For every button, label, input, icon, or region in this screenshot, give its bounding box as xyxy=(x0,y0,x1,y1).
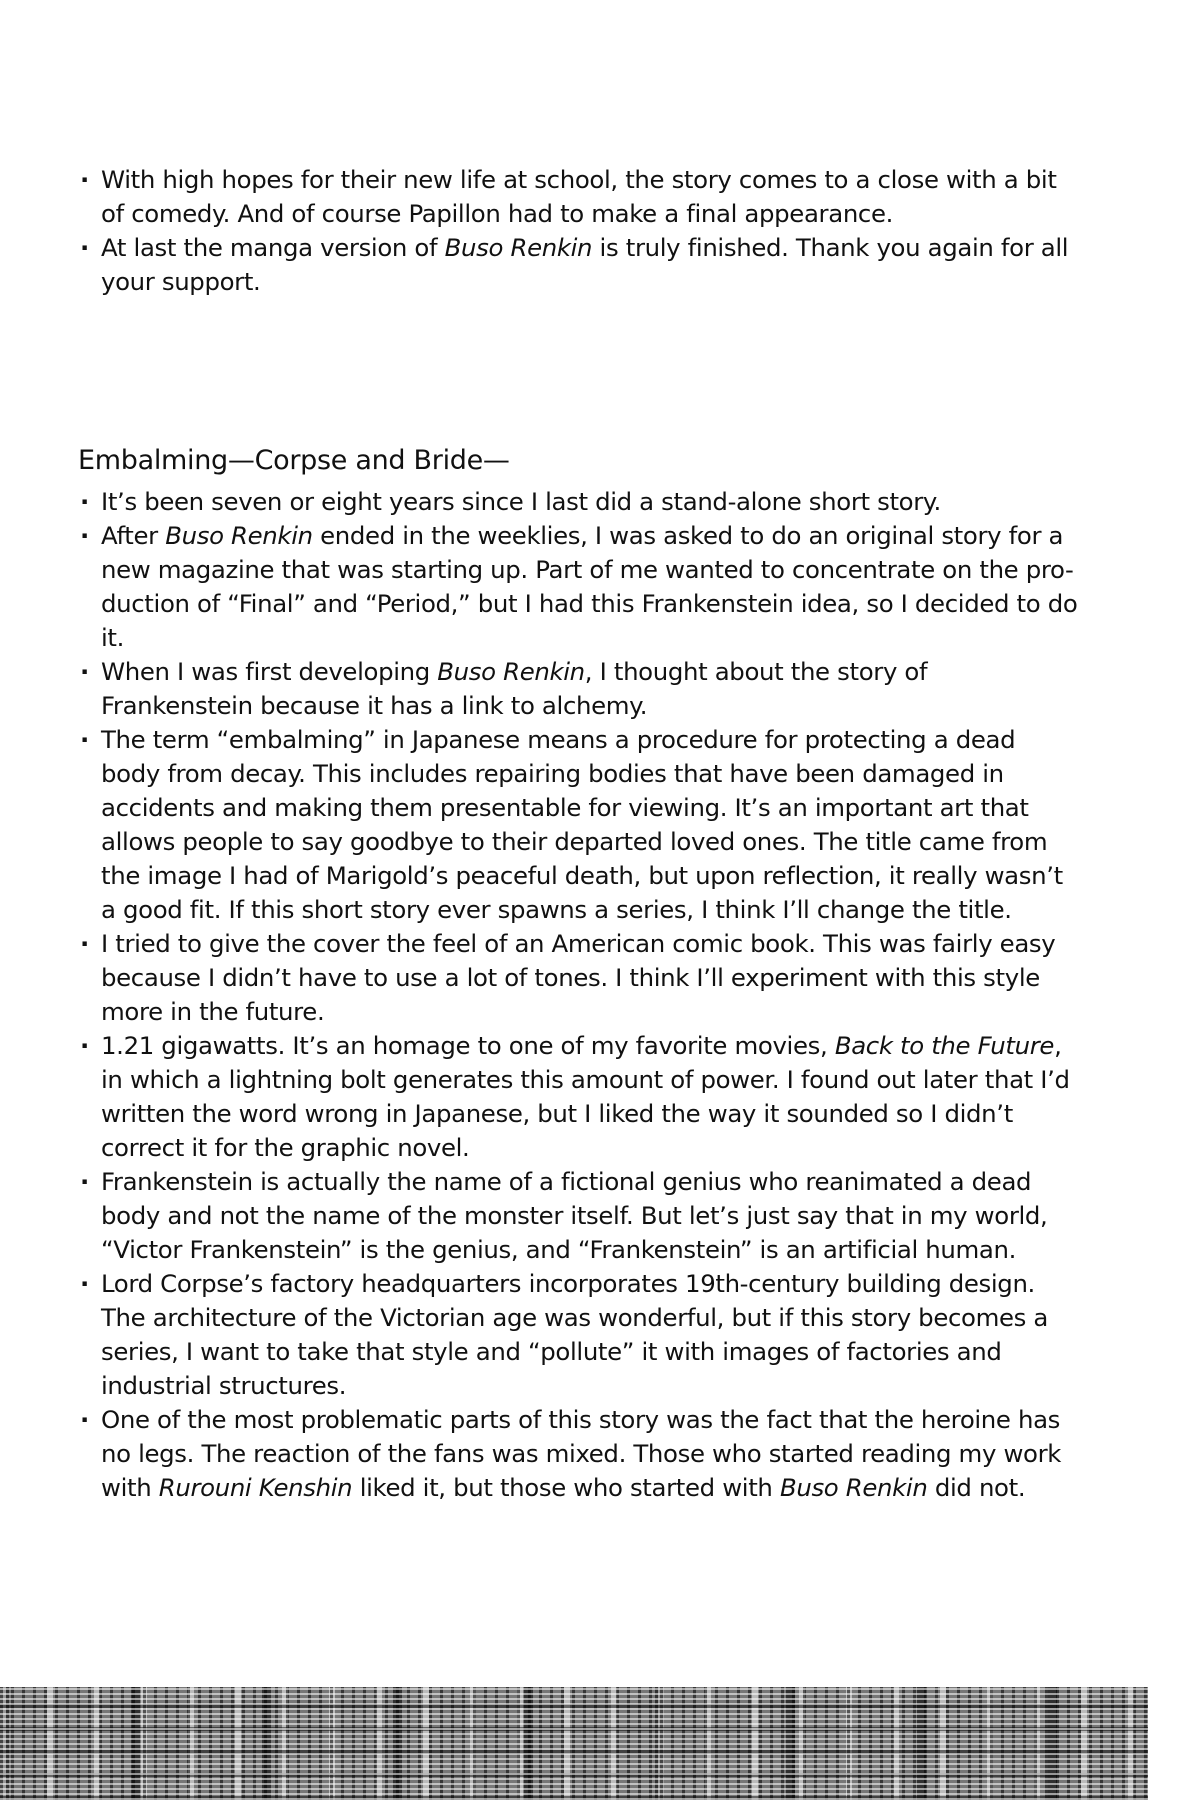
section1-bullet-list xyxy=(80,163,1080,299)
item-text-after: is truly finished. Thank you again for all your support. xyxy=(101,233,1069,296)
item-text-after: did not. xyxy=(927,1473,1026,1502)
bullet-mark: · xyxy=(80,1405,89,1434)
decorative-texture-band xyxy=(0,1687,1148,1800)
bullet-mark: · xyxy=(80,233,89,262)
item-text: The term “embalming” in Japanese means a procedure for protecting a dead body from decay. This includes repairing bodies that have been damaged in accidents and making them presentable for viewing. It’s an important art that allows people to say goodbye to their departed loved ones. The title came from the image I had of Marigold’s peaceful death, but upon reflection, it really wasn’t a good fit. If this short story ever spawns a series, I think I’ll change the title. xyxy=(101,725,1063,924)
item-text: Lord Corpse’s factory headquarters incorporates 19th-century building design. The architecture of the Victorian age was wonderful, but if this story becomes a series, I want to take that style and “pollute” it with images of factories and industrial structures. xyxy=(101,1269,1049,1400)
list-item xyxy=(80,1165,1080,1267)
section-heading: Embalming—Corpse and Bride— xyxy=(78,445,510,476)
item-text-italic: Rurouni Kenshin xyxy=(158,1473,353,1502)
item-text-after: ended in the weeklies, I was asked to do an original story for a new magazine that was starting up. Part of me wanted to concentrate on the pro-duction of “Final” and “Period,” but I had this Frankenstein idea, so I decided to do it. xyxy=(101,521,1078,652)
item-text-before: When I was first developing xyxy=(101,657,438,686)
item-text-after: liked it, but those who started with xyxy=(352,1473,780,1502)
item-text-before: 1.21 gigawatts. It’s an homage to one of my favorite movies, xyxy=(101,1031,835,1060)
list-item xyxy=(80,1403,1080,1505)
item-text-italic: Buso Renkin xyxy=(779,1473,928,1502)
list-item xyxy=(80,519,1080,655)
list-item xyxy=(80,485,1080,519)
item-text-before: One of the most problematic parts of this story was the fact that the heroine has no legs. The reaction of the fans was mixed. Those who started reading my work with xyxy=(101,1405,1062,1502)
list-item xyxy=(80,927,1080,1029)
item-text-italic: Buso Renkin xyxy=(437,657,585,686)
item-text-before: At last the manga version of xyxy=(101,233,445,262)
item-text: With high hopes for their new life at school, the story comes to a close with a bit of comedy. And of course Papillon had to make a final appearance. xyxy=(101,165,1057,228)
bullet-mark: · xyxy=(80,657,89,686)
list-item xyxy=(80,655,1080,723)
item-text-after: , in which a lightning bolt generates this amount of power. I found out later that I’d written the word wrong in Japanese, but I liked the way it sounded so I didn’t correct it for the graphic novel. xyxy=(101,1031,1070,1162)
item-text: It’s been seven or eight years since I last did a stand-alone short story. xyxy=(101,487,941,516)
bullet-mark: · xyxy=(80,1167,89,1196)
bullet-mark: · xyxy=(80,1269,89,1298)
bullet-mark: · xyxy=(80,929,89,958)
list-item xyxy=(80,723,1080,927)
item-text-before: After xyxy=(101,521,166,550)
bullet-mark: · xyxy=(80,521,89,550)
item-text-italic: Buso Renkin xyxy=(444,233,593,262)
item-text-after: , I thought about the story of Frankenstein because it has a link to alchemy. xyxy=(101,657,928,720)
list-item xyxy=(80,1267,1080,1403)
bullet-mark: · xyxy=(80,1031,89,1060)
list-item xyxy=(80,1029,1080,1165)
list-item xyxy=(80,231,1080,299)
bullet-mark: · xyxy=(80,487,89,516)
list-item xyxy=(80,163,1080,231)
item-text-italic: Back to the Future xyxy=(834,1031,1055,1060)
section2-bullet-list xyxy=(80,485,1080,1505)
bullet-mark: · xyxy=(80,165,89,194)
item-text-italic: Buso Renkin xyxy=(165,521,313,550)
item-text: I tried to give the cover the feel of an American comic book. This was fairly easy because I didn’t have to use a lot of tones. I think I’ll experiment with this style more in the future. xyxy=(101,929,1056,1026)
item-text: Frankenstein is actually the name of a fictional genius who reanimated a dead body and not the name of the monster itself. But let’s just say that in my world, “Victor Frankenstein” is the genius, and “Frankenstein” is an artificial human. xyxy=(101,1167,1048,1264)
bullet-mark: · xyxy=(80,725,89,754)
